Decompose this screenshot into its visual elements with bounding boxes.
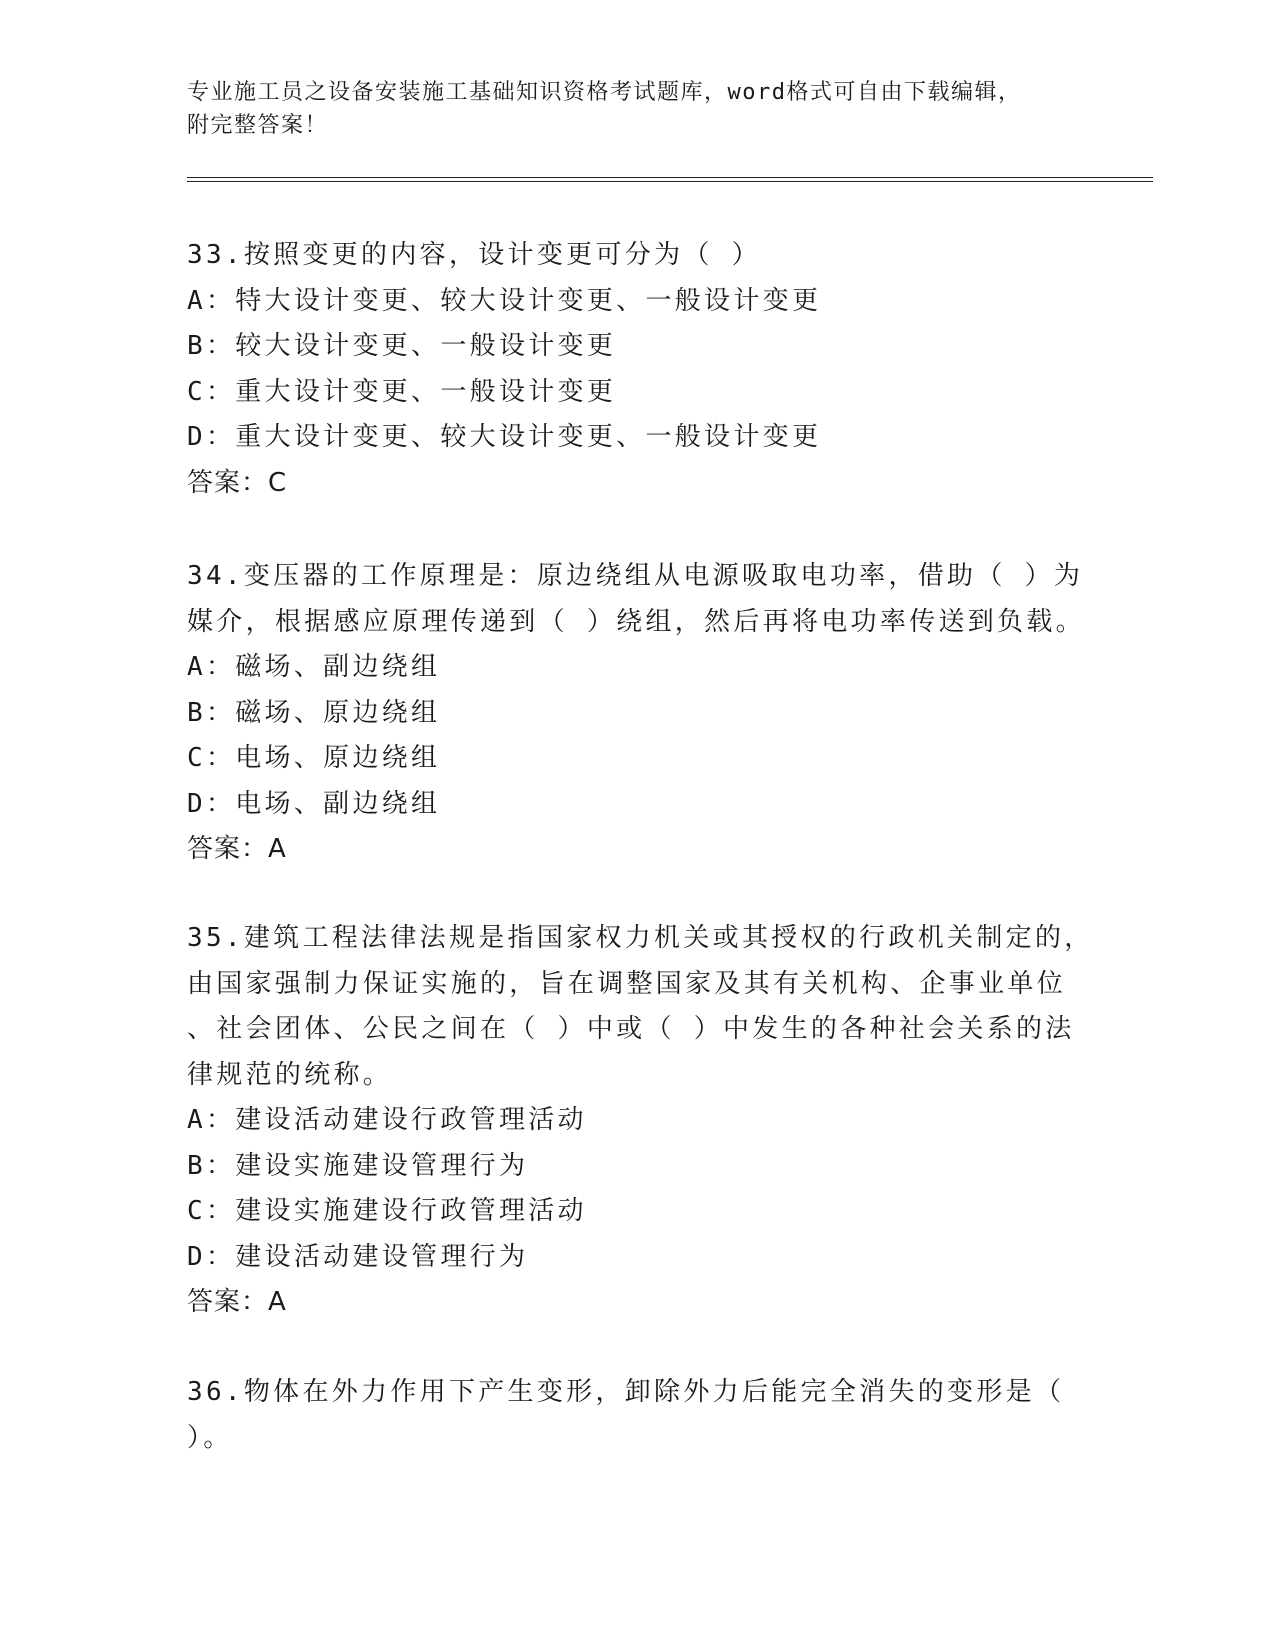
question-text: 、社会团体、公民之间在（ ）中或（ ）中发生的各种社会关系的法 xyxy=(187,1014,1075,1044)
document-header xyxy=(187,76,1087,142)
question-33 xyxy=(187,233,1087,506)
question-text: 由国家强制力保证实施的，旨在调整国家及其有关机构、企事业单位 xyxy=(187,968,1067,999)
question-text: 媒介，根据感应原理传递到（ ）绕组，然后再将电功率传送到负载。 xyxy=(187,606,1085,637)
answer-line: 答案：A xyxy=(187,834,287,864)
option-d: D：电场、副边绕组 xyxy=(187,788,441,819)
answer-line: 答案：A xyxy=(187,1287,287,1317)
option-c: C：电场、原边绕组 xyxy=(187,743,441,773)
header-title-line-1: 专业施工员之设备安装施工基础知识资格考试题库，word格式可自由下载编辑， xyxy=(187,80,1022,105)
option-c: C：重大设计变更、一般设计变更 xyxy=(187,376,617,407)
option-b: B：较大设计变更、一般设计变更 xyxy=(187,331,617,361)
question-text: 34.变压器的工作原理是：原边绕组从电源吸取电功率，借助（ ）为 xyxy=(187,561,1084,591)
option-b: B：建设实施建设管理行为 xyxy=(187,1150,529,1181)
answer-line: 答案：C xyxy=(187,467,288,498)
option-a: A：磁场、副边绕组 xyxy=(187,652,441,682)
option-a: A：特大设计变更、较大设计变更、一般设计变更 xyxy=(187,285,822,316)
question-text: 35.建筑工程法律法规是指国家权力机关或其授权的行政机关制定的， xyxy=(187,923,1094,953)
option-d: D：建设活动建设管理行为 xyxy=(187,1241,529,1272)
question-text: ）。 xyxy=(187,1422,233,1453)
option-d: D：重大设计变更、较大设计变更、一般设计变更 xyxy=(187,422,822,452)
option-b: B：磁场、原边绕组 xyxy=(187,697,441,728)
question-text: 33.按照变更的内容，设计变更可分为（ ） xyxy=(187,240,761,270)
header-divider xyxy=(187,177,1153,182)
question-35 xyxy=(187,916,1094,1326)
option-a: A：建设活动建设行政管理活动 xyxy=(187,1105,587,1135)
question-text: 36.物体在外力作用下产生变形，卸除外力后能完全消失的变形是（ xyxy=(187,1377,1065,1407)
question-36 xyxy=(187,1370,1087,1461)
option-c: C：建设实施建设行政管理活动 xyxy=(187,1196,587,1226)
question-text: 律规范的统称。 xyxy=(187,1059,393,1090)
question-34 xyxy=(187,554,1087,873)
header-title-line-2: 附完整答案！ xyxy=(187,113,329,138)
